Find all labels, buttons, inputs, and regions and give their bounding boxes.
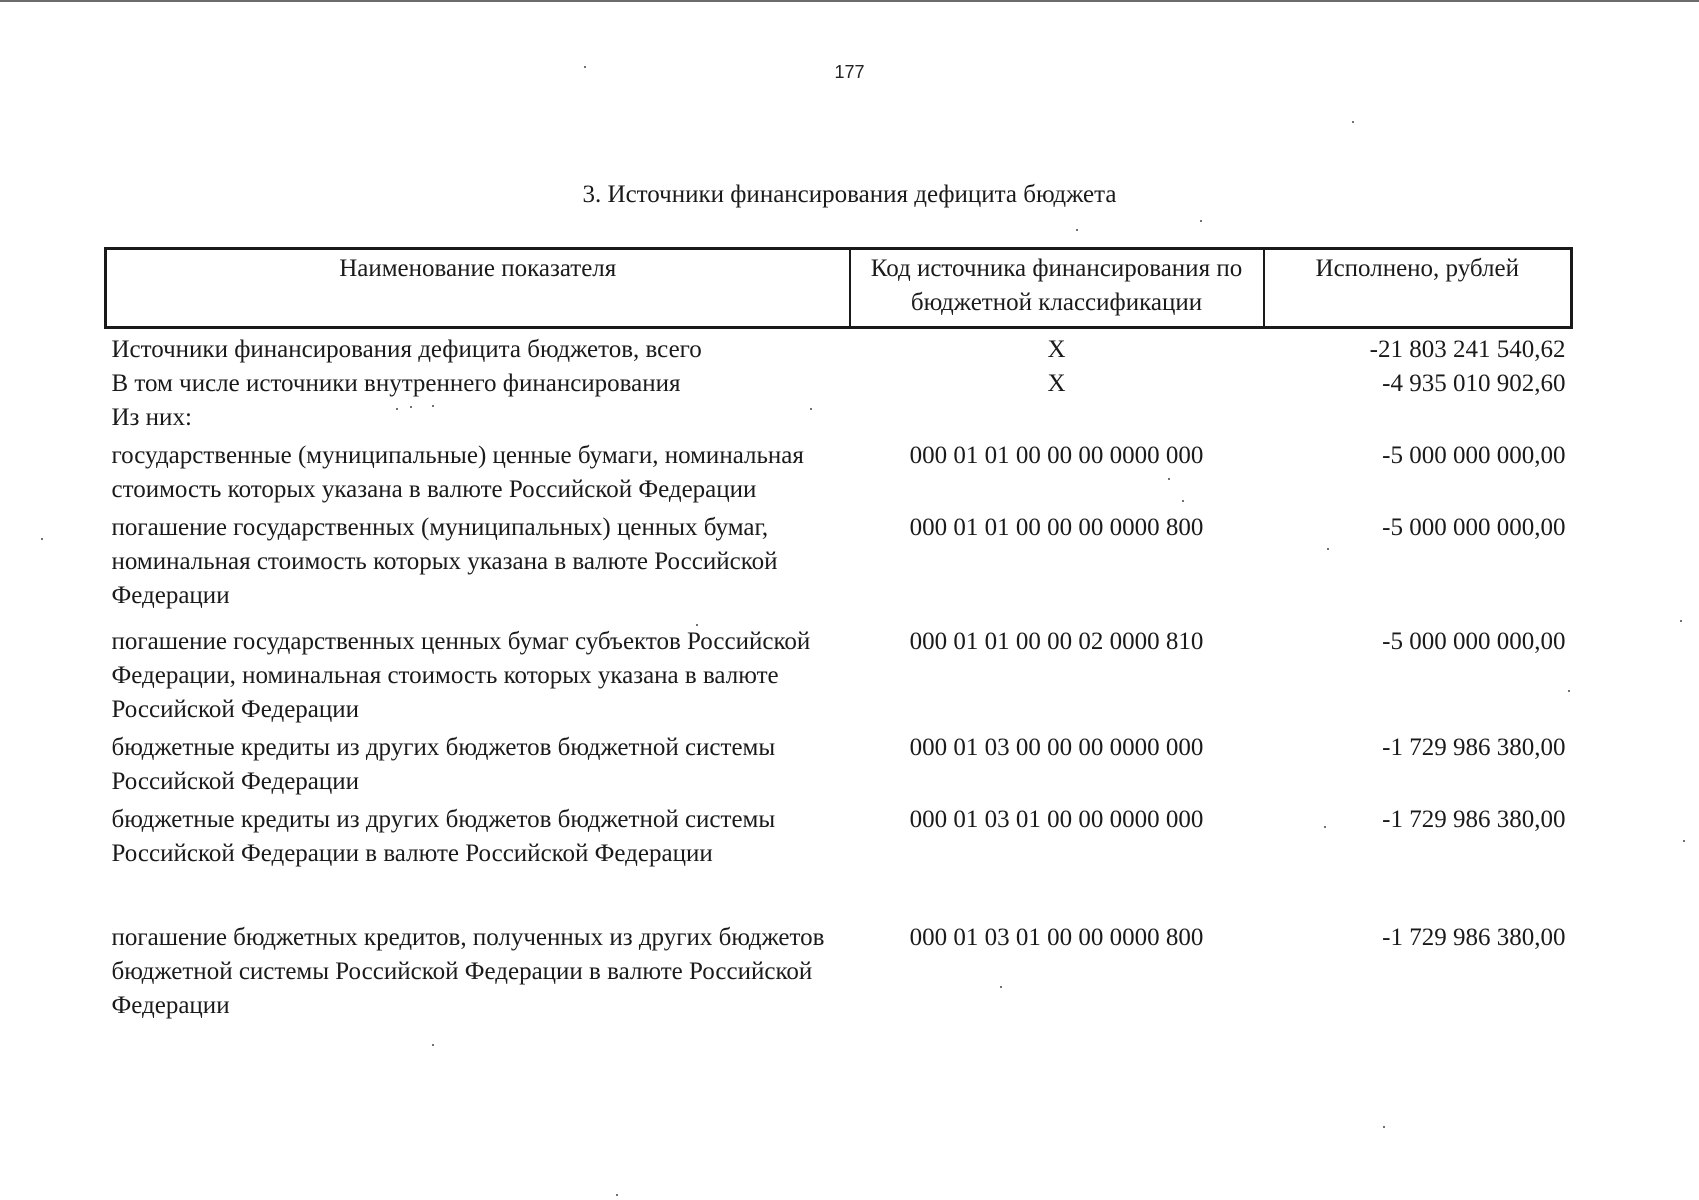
- scan-speck: [1182, 500, 1184, 502]
- scan-speck: [1168, 478, 1170, 480]
- table-row: [106, 367, 1572, 401]
- row-amount: -5 000 000 000,00: [1382, 514, 1566, 541]
- row-code: 000 01 01 00 00 02 0000 810: [909, 628, 1204, 655]
- financing-sources-table: [104, 247, 1573, 1023]
- row-amount: -1 729 986 380,00: [1382, 924, 1566, 951]
- page-top-edge: [0, 0, 1699, 2]
- row-name: государственные (муниципальные) ценные бумаги, номинальная стоимость которых указана в валюте Российской Федерации: [111, 442, 804, 503]
- financing-sources-table-container: [104, 247, 1570, 1023]
- table-row: [106, 439, 1572, 511]
- table-header: [106, 249, 1572, 328]
- row-code: 000 01 03 01 00 00 0000 800: [909, 924, 1204, 951]
- row-code: 000 01 01 00 00 00 0000 800: [909, 514, 1204, 541]
- row-amount: [1264, 401, 1572, 439]
- scan-speck: [1324, 826, 1326, 828]
- row-code: 000 01 03 00 00 00 0000 000: [909, 734, 1204, 761]
- row-name: погашение бюджетных кредитов, полученных из других бюджетов бюджетной системы Российской Федерации в валюте Российской Федерации: [111, 924, 825, 1019]
- scan-speck: [41, 538, 43, 540]
- header-name: Наименование показателя: [106, 249, 850, 328]
- table-row: [106, 803, 1572, 921]
- scan-speck: [1680, 620, 1682, 622]
- table-header-row: [106, 249, 1572, 328]
- row-name: погашение государственных ценных бумаг субъектов Российской Федерации, номинальная стоимость которых указана в валюте Российской Федерации: [111, 628, 811, 723]
- header-amount: Исполнено, рублей: [1264, 249, 1572, 328]
- row-code: X: [1047, 336, 1066, 363]
- scan-speck: [810, 408, 812, 410]
- table-row: [106, 731, 1572, 803]
- scan-speck: [1383, 1126, 1385, 1128]
- scan-speck: [696, 624, 698, 626]
- scan-speck: [1568, 690, 1570, 692]
- scan-speck: [1327, 548, 1329, 550]
- page-number: 177: [834, 62, 865, 82]
- scan-speck: [1683, 840, 1685, 842]
- table-body: [106, 328, 1572, 1024]
- row-name: бюджетные кредиты из других бюджетов бюджетной системы Российской Федерации: [111, 734, 776, 795]
- scan-speck: [584, 66, 586, 68]
- row-code: 000 01 03 01 00 00 0000 000: [909, 806, 1204, 833]
- scan-speck: [616, 1194, 618, 1196]
- scan-speck: [1352, 121, 1354, 123]
- scan-speck: [432, 1044, 434, 1046]
- scan-speck: [1076, 229, 1078, 231]
- table-row: [106, 921, 1572, 1023]
- row-amount: -21 803 241 540,62: [1369, 336, 1566, 363]
- row-amount: -1 729 986 380,00: [1382, 806, 1566, 833]
- table-row: [106, 328, 1572, 368]
- table-row: [106, 401, 1572, 439]
- scan-speck: [1200, 220, 1202, 222]
- row-name: погашение государственных (муниципальных) ценных бумаг, номинальная стоимость которых указана в валюте Российской Федерации: [111, 514, 778, 609]
- row-name: Из них:: [111, 404, 192, 431]
- section-title: 3. Источники финансирования дефицита бюджета: [582, 181, 1117, 208]
- row-code: [850, 401, 1264, 439]
- scan-speck: [410, 406, 412, 408]
- scan-speck: [432, 405, 434, 407]
- row-name: бюджетные кредиты из других бюджетов бюджетной системы Российской Федерации в валюте Российской Федерации: [111, 806, 776, 867]
- scan-speck: [1000, 986, 1002, 988]
- row-code: 000 01 01 00 00 00 0000 000: [909, 442, 1204, 469]
- row-name: В том числе источники внутреннего финансирования: [111, 370, 681, 397]
- table-row: [106, 511, 1572, 625]
- table-row: [106, 625, 1572, 731]
- row-amount: -1 729 986 380,00: [1382, 734, 1566, 761]
- row-code: X: [1047, 370, 1066, 397]
- row-amount: -5 000 000 000,00: [1382, 628, 1566, 655]
- row-amount: -5 000 000 000,00: [1382, 442, 1566, 469]
- header-code: Код источника финансирования по бюджетной классификации: [850, 249, 1264, 328]
- scan-speck: [396, 408, 398, 410]
- row-name: Источники финансирования дефицита бюджетов, всего: [111, 336, 702, 363]
- row-amount: -4 935 010 902,60: [1382, 370, 1566, 397]
